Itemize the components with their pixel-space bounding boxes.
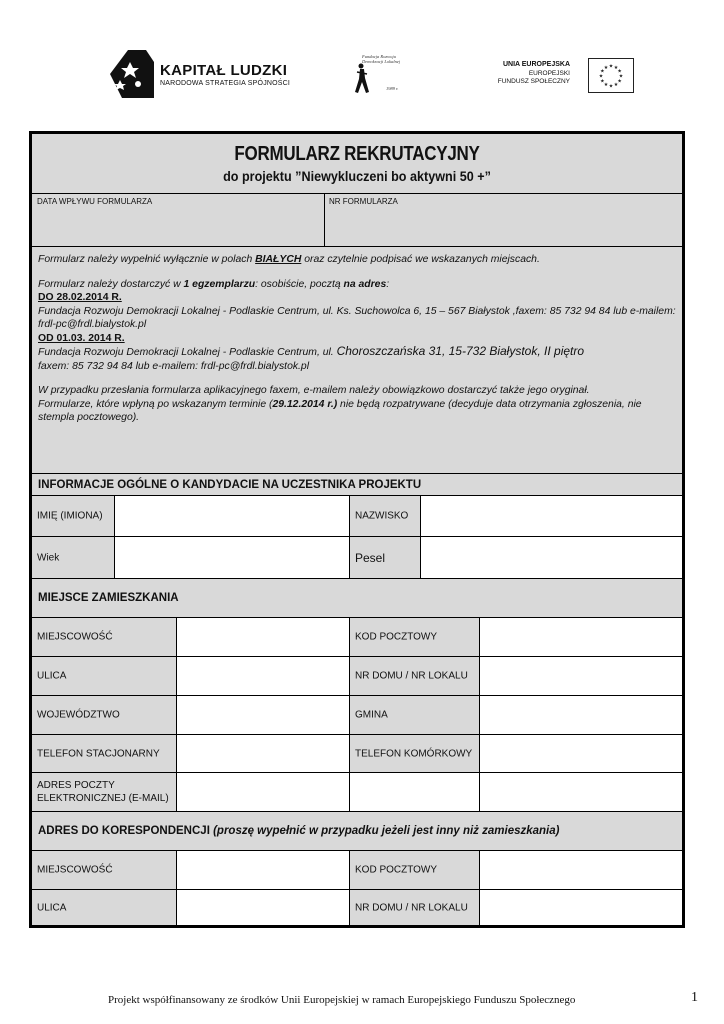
city-input[interactable] <box>177 618 350 656</box>
commune-label: GMINA <box>355 709 388 721</box>
residence-header <box>32 579 682 618</box>
residence-title: MIEJSCE ZAMIESZKANIA <box>38 592 179 604</box>
address-1: Fundacja Rozwoju Demokracji Lokalnej - Podlaskie Centrum, ul. Ks. Suchowolca 6, 15 – 567 Białystok ,faxem: 85 732 94 84 lub e-mailem: frdl-pc@frdl.bialystok.pl <box>38 305 676 330</box>
eu-line1: UNIA EUROPEJSKA <box>502 61 570 68</box>
residence-phone-row <box>32 735 682 773</box>
date-received-field <box>32 194 325 246</box>
age-label: Wiek <box>37 552 60 563</box>
recruitment-form <box>29 131 685 928</box>
residence-region-row <box>32 696 682 735</box>
residence-email-row <box>32 773 682 812</box>
correspondence-street-row <box>32 890 682 925</box>
commune-input[interactable] <box>480 696 682 734</box>
form-subtitle: do projektu ”Niewykluczeni bo aktywni 50 +” <box>223 168 491 184</box>
eu-star-icon: ★ <box>603 64 609 71</box>
eu-line3: FUNDUSZ SPOŁECZNY <box>497 78 570 85</box>
eu-star-icon: ★ <box>600 78 605 85</box>
fdl-logo <box>352 54 412 96</box>
first-name-input[interactable] <box>115 496 350 536</box>
residence-street-row <box>32 657 682 696</box>
form-title-block <box>32 134 682 194</box>
deadline-2: OD 01.03. 2014 R. <box>38 332 125 344</box>
mobile-input[interactable] <box>480 735 682 772</box>
email-extra-field-2[interactable] <box>480 773 682 811</box>
general-info-header <box>32 474 682 496</box>
eu-star-icon: ★ <box>603 82 609 89</box>
form-number-label: NR FORMULARZA <box>329 197 398 206</box>
instruction-deadline: Formularze, które wpłyną po wskazanym terminie (29.12.2014 r.) nie będą rozpatrywane (decyduje data otrzymania zgłoszenia, nie stempla pocztowego). <box>38 398 642 423</box>
house-number-input[interactable] <box>480 657 682 695</box>
fdl-name-line2: Demokracji Lokalnej <box>362 59 401 64</box>
corr-street-label: ULICA <box>37 902 67 913</box>
email-label: ADRES POCZTY ELEKTRONICZNEJ (E-MAIL) <box>37 780 169 804</box>
corr-city-label: MIEJSCOWOŚĆ <box>37 864 113 876</box>
voivodeship-input[interactable] <box>177 696 350 734</box>
city-label: MIEJSCOWOŚĆ <box>37 631 113 643</box>
address-2: Fundacja Rozwoju Demokracji Lokalnej - Podlaskie Centrum, ul. Choroszczańska 31, 15-732 Białystok, II piętro <box>38 344 585 358</box>
eu-star-icon: ★ <box>613 82 619 89</box>
age-pesel-row <box>32 537 682 579</box>
eu-star-icon: ★ <box>598 73 604 80</box>
instruction-fill: Formularz należy wypełnić wyłącznie w polach BIAŁYCH oraz czytelnie podpisać we wskazanych miejscach. <box>38 254 540 265</box>
eu-line2: EUROPEJSKI <box>528 69 570 77</box>
kapital-ludzki-title: KAPITAŁ LUDZKI <box>160 62 288 79</box>
eu-star-icon: ★ <box>600 68 605 75</box>
email-extra-field-1[interactable] <box>350 773 480 811</box>
instructions-block <box>32 247 682 474</box>
general-info-title: INFORMACJE OGÓLNE O KANDYDACIE NA UCZESTNIKA PROJEKTU <box>38 478 422 491</box>
instruction-original: W przypadku przesłania formularza aplikacyjnego faxem, e-mailem należy obowiązkowo dostarczyć także jego oryginał. <box>38 385 590 396</box>
fdl-year: 1989 r. <box>386 86 399 91</box>
postal-code-label: KOD POCZTOWY <box>355 631 438 643</box>
pesel-input[interactable] <box>421 537 682 578</box>
residence-city-row <box>32 618 682 657</box>
email-input[interactable] <box>177 773 350 811</box>
form-title: FORMULARZ REKRUTACYJNY <box>234 143 480 165</box>
corr-postal-input[interactable] <box>480 851 682 889</box>
corr-house-input[interactable] <box>480 890 682 925</box>
postal-code-input[interactable] <box>480 618 682 656</box>
eu-star-icon: ★ <box>608 63 614 70</box>
date-received-label: DATA WPŁYWU FORMULARZA <box>37 197 153 206</box>
landline-label: TELEFON STACJONARNY <box>37 748 160 759</box>
street-input[interactable] <box>177 657 350 695</box>
form-registration-row <box>32 194 682 247</box>
age-input[interactable] <box>115 537 350 578</box>
eu-star-icon: ★ <box>608 83 614 90</box>
footer-text: Projekt współfinansowany ze środków Unii Europejskiej w ramach Europejskiego Funduszu Społecznego <box>108 994 576 1006</box>
mobile-label: TELEFON KOMÓRKOWY <box>355 748 473 759</box>
eu-star-icon: ★ <box>618 73 624 80</box>
eu-star-icon: ★ <box>617 78 622 85</box>
kapital-ludzki-subtitle: NARODOWA STRATEGIA SPÓJNOŚCI <box>160 80 291 87</box>
landline-input[interactable] <box>177 735 350 772</box>
eu-star-icon: ★ <box>613 64 619 71</box>
corr-house-label: NR DOMU / NR LOKALU <box>355 902 468 913</box>
house-number-label: NR DOMU / NR LOKALU <box>355 670 468 682</box>
correspondence-title: ADRES DO KORESPONDENCJI (proszę wypełnić w przypadku jeżeli jest inny niż zamieszkania) <box>38 825 560 837</box>
last-name-label: NAZWISKO <box>355 510 409 522</box>
fdl-name-line1: Fundacja Rozwoju <box>362 54 396 59</box>
name-row <box>32 496 682 537</box>
corr-street-input[interactable] <box>177 890 350 925</box>
corr-postal-label: KOD POCZTOWY <box>355 864 438 876</box>
page-number: 1 <box>691 990 698 1005</box>
corr-city-input[interactable] <box>177 851 350 889</box>
instruction-delivery: Formularz należy dostarczyć w 1 egzemplarzu: osobiście, pocztą na adres: <box>38 278 390 290</box>
eu-flag-icon <box>588 58 634 93</box>
street-label: ULICA <box>37 670 67 682</box>
kapital-ludzki-logo <box>108 48 308 100</box>
eu-star-icon: ★ <box>617 68 622 75</box>
deadline-1: DO 28.02.2014 R. <box>38 292 122 303</box>
last-name-input[interactable] <box>421 496 682 536</box>
first-name-label: IMIĘ (IMIONA) <box>37 510 103 522</box>
voivodeship-label: WOJEWÓDZTWO <box>37 709 120 721</box>
kapital-ludzki-emblem-icon <box>108 48 156 100</box>
address-2-contact: faxem: 85 732 94 84 lub e-mailem: frdl-pc@frdl.bialystok.pl <box>38 360 310 372</box>
correspondence-header <box>32 812 682 851</box>
correspondence-city-row <box>32 851 682 890</box>
eu-logo <box>490 58 636 96</box>
form-number-field <box>325 194 682 246</box>
pesel-label: Pesel <box>355 550 386 565</box>
fdl-figure-icon <box>352 62 372 96</box>
